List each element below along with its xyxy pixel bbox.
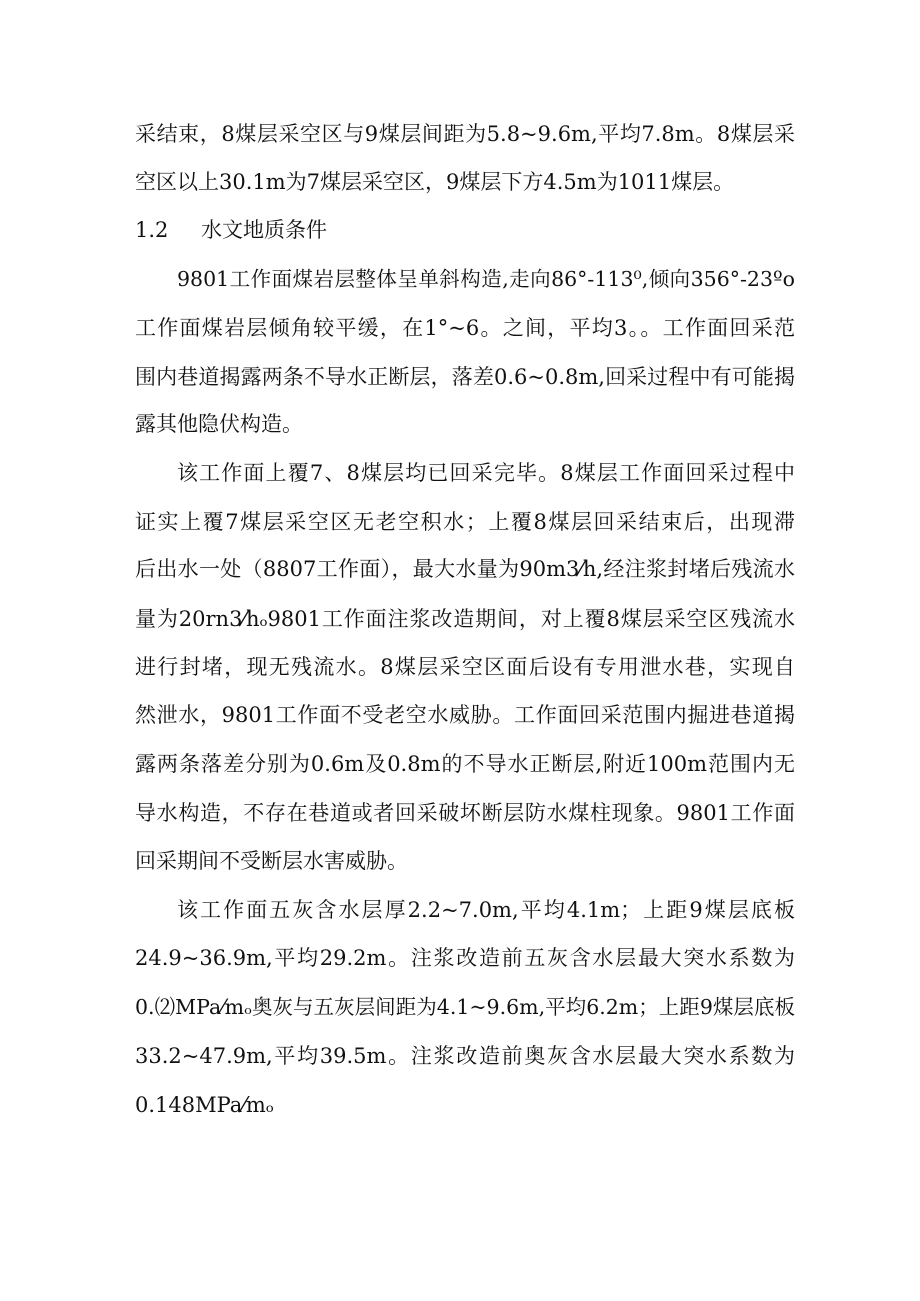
paragraph-line: 围内巷道揭露两条不导水正断层，落差0.6~0.8m,回采过程中有可能揭 bbox=[135, 365, 795, 389]
section-heading bbox=[135, 217, 327, 243]
paragraph-line: 回采期间不受断层水害威胁。 bbox=[135, 849, 408, 873]
paragraph-line: 后出水一处（8807工作面），最大水量为90m3⁄h,经注浆封堵后残流水 bbox=[135, 557, 795, 581]
paragraph-line: 露两条落差分别为0.6m及0.8m的不导水正断层,附近100m范围内无 bbox=[135, 752, 795, 776]
paragraph-line: 0.⑵MPa⁄mₒ奥灰与五灰层间距为4.1~9.6m,平均6.2m；上距9煤层底板 bbox=[135, 995, 795, 1019]
paragraph-line: 9801工作面煤岩层整体呈单斜构造,走向86°-113⁰,倾向356°-23ºo bbox=[177, 267, 795, 291]
section-number: 1.2 bbox=[135, 218, 169, 242]
paragraph-line: 露其他隐伏构造。 bbox=[135, 412, 303, 436]
paragraph-line: 空区以上30.1m为7煤层采空区，9煤层下方4.5m为1011煤层。 bbox=[135, 170, 735, 194]
paragraph-line: 33.2~47.9m,平均39.5m。注浆改造前奥灰含水层最大突水系数为 bbox=[135, 1044, 795, 1068]
paragraph-line: 工作面煤岩层倾角较平缓，在1°~6。之间，平均3。。工作面回采范 bbox=[135, 316, 795, 340]
section-title: 水文地质条件 bbox=[201, 218, 327, 242]
paragraph-line: 证实上覆7煤层采空区无老空积水；上覆8煤层回采结束后，出现滞 bbox=[135, 510, 795, 534]
paragraph-line: 该工作面上覆7、8煤层均已回采完毕。8煤层工作面回采过程中 bbox=[177, 461, 795, 485]
paragraph-line: 0.148MPa⁄mₒ bbox=[135, 1093, 274, 1117]
paragraph-line: 导水构造，不存在巷道或者回采破坏断层防水煤柱现象。9801工作面 bbox=[135, 801, 795, 825]
paragraph-line: 然泄水，9801工作面不受老空水威胁。工作面回采范围内掘进巷道揭 bbox=[135, 703, 795, 727]
paragraph-line: 该工作面五灰含水层厚2.2~7.0m,平均4.1m；上距9煤层底板 bbox=[177, 898, 795, 922]
paragraph-line: 进行封堵，现无残流水。8煤层采空区面后设有专用泄水巷，实现自 bbox=[135, 655, 795, 679]
paragraph-line: 采结束，8煤层采空区与9煤层间距为5.8~9.6m,平均7.8m。8煤层采 bbox=[135, 122, 795, 146]
paragraph-line: 24.9~36.9m,平均29.2m。注浆改造前五灰含水层最大突水系数为 bbox=[135, 946, 795, 970]
paragraph-line: 量为20rn3⁄hₒ9801工作面注浆改造期间，对上覆8煤层采空区残流水 bbox=[135, 607, 795, 631]
